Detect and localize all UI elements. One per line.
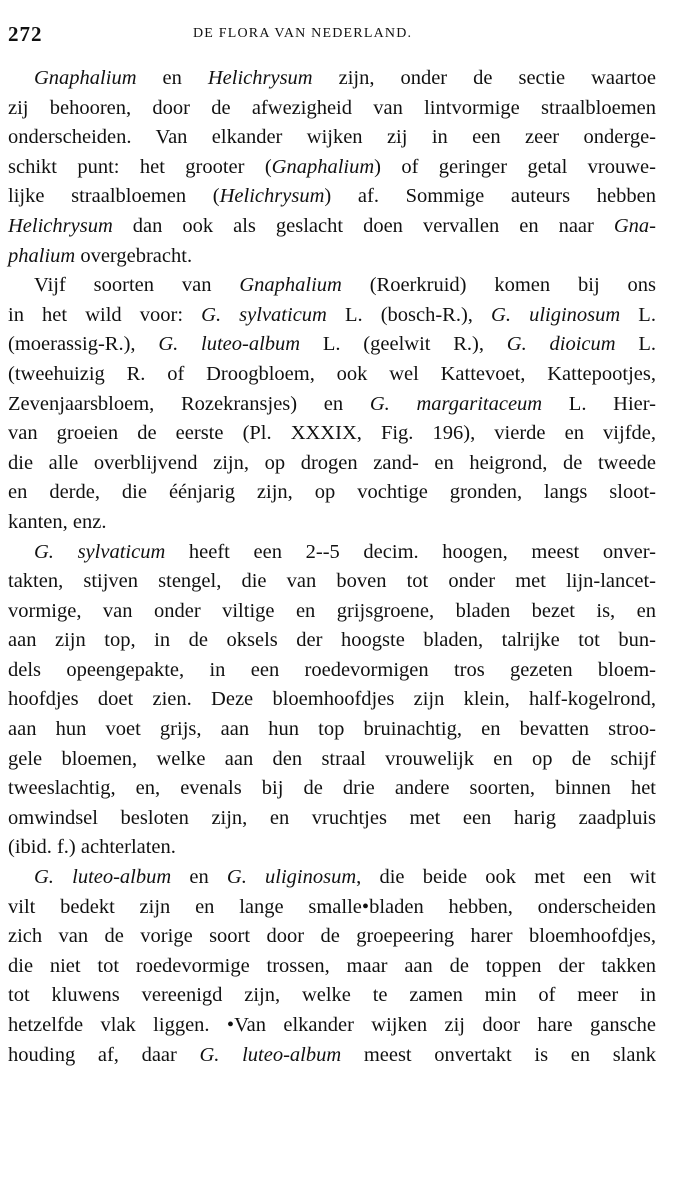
italic-taxon: G. sylvaticum	[34, 540, 166, 563]
text-line	[8, 271, 656, 301]
text-run: (Roerkruid) komen bij ons	[341, 274, 656, 297]
running-head: DE FLORA VAN NEDERLAND.	[193, 26, 413, 41]
text-line	[8, 981, 656, 1011]
text-line	[8, 952, 656, 982]
text-line	[8, 804, 656, 834]
text-run: en	[136, 67, 208, 89]
text-run: onderscheiden. Van elkander wijken zij in een zeer onderge-	[8, 126, 656, 149]
text-run: L. (geelwit R.),	[300, 333, 507, 356]
text-run: vormige, van onder viltige en grijsgroene, bladen bezet is, en	[8, 599, 656, 622]
text-run: die niet tot roedevormige trossen, maar aan de toppen der takken	[8, 954, 656, 977]
text-line	[8, 330, 656, 360]
text-run: schikt punt: het grooter (	[8, 155, 272, 178]
text-run: (moerassig-R.),	[8, 333, 159, 356]
italic-taxon: Helichrysum	[219, 185, 325, 208]
text-line	[8, 597, 656, 627]
text-run: heeft een 2--5 decim. hoogen, meest onver-	[165, 540, 656, 563]
text-run: vilt bedekt zijn en lange smalle•bladen hebben, onderscheiden	[8, 895, 656, 918]
text-run: die alle overblijvend zijn, op drogen zand- en heigrond, de tweede	[8, 451, 656, 474]
text-line	[8, 538, 656, 568]
text-line	[8, 567, 656, 597]
text-run: overgebracht.	[75, 244, 193, 267]
italic-taxon: G. dioicum	[506, 333, 616, 356]
paragraph	[8, 271, 656, 537]
text-run: takten, stijven stengel, die van boven tot onder met lijn-lancet-	[8, 570, 656, 593]
text-line	[8, 893, 656, 923]
text-line	[8, 715, 656, 745]
text-run: Zevenjaarsbloem, Rozekransjes) en	[8, 392, 370, 415]
italic-taxon: G. margaritaceum	[369, 392, 543, 415]
text-run: tot kluwens vereenigd zijn, welke te zamen min of meer in	[8, 984, 656, 1007]
text-run: en derde, die éénjarig zijn, op vochtige gronden, langs sloot-	[8, 481, 656, 504]
italic-taxon: Gnaphalium	[34, 67, 137, 89]
text-run: aan hun voet grijs, aan hun top bruinachtig, en bevatten stroo-	[8, 718, 656, 741]
text-run: zich van de vorige soort door de groepeering harer bloemhoofdjes,	[8, 925, 656, 948]
text-run: hoofdjes doet zien. Deze bloemhoofdjes zijn klein, half-kogelrond,	[8, 688, 656, 711]
text-line	[8, 419, 656, 449]
text-run: zijn, onder de sectie waartoe	[312, 67, 656, 89]
text-line	[8, 863, 656, 893]
text-run: , die beide ook met een wit	[356, 866, 656, 889]
text-line	[8, 745, 656, 775]
text-line	[8, 478, 656, 508]
text-line	[8, 685, 656, 715]
text-run: ) of geringer getal vrouwe-	[374, 155, 656, 178]
italic-taxon: G. luteo-album	[34, 866, 172, 889]
text-line	[8, 64, 656, 94]
text-run: kanten, enz.	[8, 510, 107, 533]
text-run: aan zijn top, in de oksels der hoogste bladen, talrijke tot bun-	[8, 629, 656, 652]
text-run: zij behooren, door de afwezigheid van lintvormige straalbloemen	[8, 96, 656, 119]
body-text	[8, 64, 656, 1070]
text-run: omwindsel besloten zijn, en vruchtjes met een harig zaadpluis	[8, 806, 656, 829]
text-line	[8, 1041, 656, 1071]
italic-taxon: G. luteo-album	[199, 1043, 342, 1066]
paragraph	[8, 64, 656, 271]
text-run: en	[171, 866, 227, 889]
text-run: (ibid. f.) achterlaten.	[8, 836, 176, 859]
text-run: Vijf soorten van	[34, 274, 240, 297]
text-run: L.	[615, 333, 656, 356]
text-line	[8, 94, 656, 124]
italic-taxon: Gnaphalium	[239, 274, 342, 297]
italic-taxon: G. uliginosum	[491, 303, 621, 326]
text-line	[8, 360, 656, 390]
text-run: lijke straalbloemen (	[8, 185, 220, 208]
text-run: van groeien de eerste (Pl. XXXIX, Fig. 196), vierde en vijfde,	[8, 422, 656, 445]
text-run: gele bloemen, welke aan den straal vrouwelijk en op de schijf	[8, 747, 656, 770]
text-run: L. Hier-	[542, 392, 656, 415]
italic-taxon: Helichrysum	[8, 214, 113, 237]
text-line	[8, 123, 656, 153]
paragraph	[8, 538, 656, 864]
text-line	[8, 212, 656, 242]
text-line	[8, 390, 656, 420]
text-line	[8, 922, 656, 952]
italic-taxon: G. uliginosum	[226, 866, 357, 889]
text-line	[8, 656, 656, 686]
text-line	[8, 1011, 656, 1041]
text-run: ) af. Sommige auteurs hebben	[324, 185, 656, 208]
italic-taxon: Gna-	[613, 214, 656, 237]
text-run: L.	[620, 303, 656, 326]
italic-taxon: Gnaphalium	[271, 155, 375, 178]
page-header	[8, 22, 658, 46]
text-run: dan ook als geslacht doen vervallen en naar	[112, 214, 614, 237]
text-run: (tweehuizig R. of Droogbloem, ook wel Kattevoet, Kattepootjes,	[8, 362, 656, 385]
text-line	[8, 626, 656, 656]
text-line	[8, 833, 656, 863]
text-line	[8, 508, 656, 538]
text-run: L. (bosch-R.),	[326, 303, 492, 326]
text-run: tweeslachtig, en, evenals bij de drie andere soorten, binnen het	[8, 777, 656, 800]
text-run: hetzelfde vlak liggen. •Van elkander wijken zij door hare gansche	[8, 1014, 656, 1036]
text-line	[8, 242, 656, 272]
italic-taxon: Helichrysum	[207, 67, 313, 89]
text-line	[8, 182, 656, 212]
text-line	[8, 301, 656, 331]
text-line	[8, 153, 656, 183]
italic-taxon: G. sylvaticum	[201, 303, 327, 326]
italic-taxon: phalium	[8, 244, 76, 267]
text-line	[8, 774, 656, 804]
italic-taxon: G. luteo-album	[158, 333, 301, 356]
text-run: in het wild voor:	[8, 303, 202, 326]
page-number: 272	[8, 22, 43, 46]
paragraph	[8, 863, 656, 1070]
text-run: dels opeengepakte, in een roedevormigen tros gezeten bloem-	[8, 658, 656, 681]
text-line	[8, 449, 656, 479]
text-run: houding af, daar	[8, 1043, 200, 1066]
text-run: meest onvertakt is en slank	[341, 1043, 656, 1066]
